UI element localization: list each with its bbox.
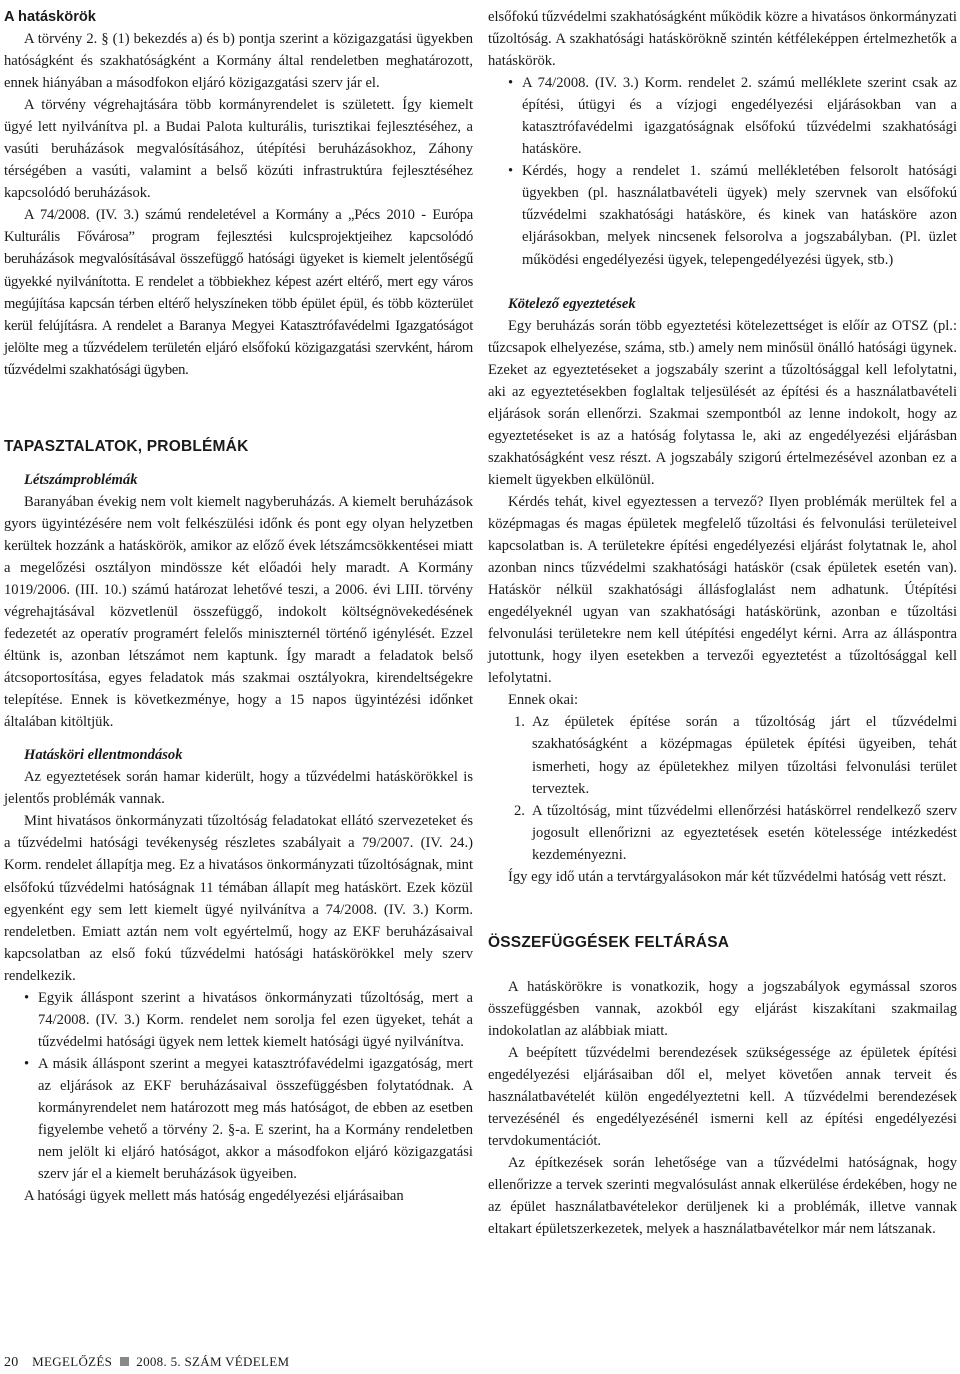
list-item bbox=[488, 800, 957, 866]
right-column bbox=[488, 6, 957, 1240]
paragraph: elsőfokú tűzvédelmi szakhatóságként működik közre a hivatásos önkormányzati tűzoltóság. A szakhatósági hatáskörökně szintén kétféleképpen értelmezhetők a hatáskörök. bbox=[488, 9, 957, 70]
subsection-heading: Kötelező egyeztetések bbox=[508, 295, 636, 312]
section-lead-title: A hatáskörök bbox=[4, 9, 96, 25]
paragraph: Az építkezések során lehetősége van a tűzvédelmi hatóságnak, hogy ellenőrizze a tervek szerinti megvalósulást annak elkerülése érdekében, hogy ne az épület használatbavételekor derüljenek ki a problémák, illetve vannak eltakart épületszerkezetek, melyek a használatbavételkor már nem látszanak. bbox=[488, 1155, 957, 1238]
magazine-title: MEGELŐZÉS bbox=[32, 1354, 113, 1369]
list-item: • Egyik álláspont szerint a hivatásos önkormányzati tűzoltóság, mert a 74/2008. (IV. 3.) Korm. rendelet nem sorolja fel ezen ügyeket, tehát a tűzvédelmi hatósági ügyek nem lettek kiemelt hatósági ügyé nyilvánítva. bbox=[4, 987, 473, 1053]
spacer bbox=[4, 381, 473, 425]
paragraph: A törvény 2. § (1) bekezdés a) és b) pontja szerint a közigazgatási ügyekben hatóságként és szakhatóságként a Kormány által rendeletben meghatározott, ennek hiányában a másodfokon eljáró közigazgatási szerv jár el. bbox=[4, 31, 473, 92]
paragraph: A 74/2008. (IV. 3.) számú rendeletével a Kormány a „Pécs 2010 - Európa Kulturális Fővárosa” program fejlesztési kulcsprojektjeihez kapcsolódó beruházások megvalósításával összefüggő hatósági ügyeket is kiemelt jelentőségű ügyekké nyilvánította. E rendelet a többiekhez képest azért eltérő, mert egy város megújítása kapcsán térben eltérő helyszíneken több épület épül, és több közterület kerül felújításra. A rendelet a Baranya Megyei Katasztrófavédelmi Igazgatóságot jelölte meg a tűzvédelem területén eljáró elsőfokú közigazgatási szervként, három tűzvédelmi szakhatósági ügyben. bbox=[4, 207, 473, 378]
list-item bbox=[488, 711, 957, 799]
section-heading: TAPASZTALATOK, PROBLÉMÁK bbox=[4, 437, 249, 455]
spacer bbox=[4, 458, 473, 469]
list-number: 1. bbox=[514, 714, 525, 731]
paragraph: A hatáskörökre is vonatkozik, hogy a jogszabályok egymással szoros összefüggésben vannak, azokból egy eljárást kiszakítani szakmailag indokolatlan az alábbiak miatt. bbox=[488, 978, 957, 1039]
paragraph: A hatósági ügyek mellett más hatóság engedélyezési eljárásaiban bbox=[24, 1188, 404, 1205]
list-item: • Kérdés, hogy a rendelet 1. számú mellékletében felsorolt hatósági ügyekben (pl. használatbavételi ügyek) mely szervnek van elsőfokú tűzvédelmi szakhatósági hatásköre, és kinek van hatásköre azon eljárásokban, melyek nincsenek felsorolva a jogszabályban. (Pl. üzlet működési engedélyezési ügyek, telepengedélyezési ügyek, stb.) bbox=[488, 160, 957, 270]
bullet-list bbox=[488, 72, 957, 270]
list-text: A tűzoltóság, mint tűzvédelmi ellenőrzési hatáskörrel rendelkező szerv jogosult ellenőrizni az egyeztetések esetén kötelessége intézkedést kezdeményezni. bbox=[532, 802, 957, 863]
subsection-heading: Hatásköri ellentmondások bbox=[24, 747, 183, 764]
spacer bbox=[4, 425, 473, 436]
paragraph: Így egy idő után a tervtárgyalásokon már két tűzvédelmi hatóság vett részt. bbox=[508, 868, 947, 885]
spacer bbox=[4, 733, 473, 744]
paragraph: Mint hivatásos önkormányzati tűzoltóság feladatokat ellátó szervezeteket és a tűzvédelmi hatósági tevékenység részletes szabályait a 79/2007. (IV. 24.) Korm. rendelet állapítja meg. Ez a hivatásos önkormányzati tűzoltóságnak, mint elsőfokú tűzvédelmi hatóságnak 11 témában állapít meg hatáskört. Ezek közül egyenként egy sem lett kiemelt ügyé nyilvánítva a 74/2008. (IV. 3.) Korm. rendeletben. Emiatt aztán nem volt egyértelmű, hogy az EKF beruházásaival kapcsolatban az első fokú tűzvédelmi hatósági hatáskörökkel mely szerv rendelkezik. bbox=[4, 813, 473, 984]
bullet-list bbox=[4, 987, 473, 1185]
paragraph: Baranyában évekig nem volt kiemelt nagyberuházás. A kiemelt beruházások gyors ügyintézésére nem volt felkészülési időnk és pont egy olyan helyzetben kerültek hozzánk a hatáskörök, amikor az előző évek létszámcsökkentései miatt a megelőzési osztályon mindössze két előadói hely maradt. A Kormány 1019/2006. (III. 10.) számú határozat lehetővé teszi, a 2006. évi LIII. törvény végrehajtásával közvetlenül összefüggő, indokolt költségnövekedésének fedezetét az operatív programért felelős miniszternél történő igénylését. Ezzel éltünk is, azonban létszámot nem kaptunk. Így maradt a feladatok belső átcsoportosítása, egyes feladatok más szakmai osztályokra, kirendeltségekre telepítése. Ennek is következménye, hogy a 15 napos ügyintézési időnket általában kitöltjük. bbox=[4, 493, 473, 731]
paragraph: A törvény végrehajtására több kormányrendelet is született. Így kiemelt ügyé lett nyilvánítva pl. a Budai Palota kulturális, turisztikai fejlesztéséhez, a vasúti beruházások megvalósításához, útépítési beruházásokhoz, Záhony térségében a vasúti, valamint a belső közúti infrastruktúra fejlesztéséhez kapcsolódó beruházások. bbox=[4, 97, 473, 202]
spacer bbox=[488, 954, 957, 976]
paragraph: Ennek okai: bbox=[508, 692, 579, 709]
list-text: Az épületek építése során a tűzoltóság járt el tűzvédelmi szakhatóságként a középmagas épületek építési ügyeiben, tehát ismerheti, hogy az épületekhez milyen tűzoltási felvonulási terület terveztek. bbox=[532, 714, 957, 797]
section-heading: ÖSSZEFÜGGÉSEK FELTÁRÁSA bbox=[488, 933, 730, 951]
left-column bbox=[4, 6, 473, 1207]
page-number: 20 bbox=[4, 1355, 19, 1370]
paragraph: Kérdés tehát, kivel egyeztessen a tervező? Ilyen problémák merültek fel a középmagas és magas épületek megfelelő tűzoltási és felvonulási területeivel kapcsolatban is. A területekre építési engedélyezési eljárást folytatnak le, ahol azonban nincs tűzvédelmi szakhatósági hatáskör (csak épületek esetén van). Hatáskör nélkül szakhatósági állásfoglalást nem adhatunk. Útépítési engedélyeknél ugyan van szakhatósági hatáskörünk, azonban e tűzoltási felvonulási területekre nem kell útépítési engedélyt kérni. Arra az álláspontra jutottunk, hogy ilyen esetekben a tervezői egyeztetést a tűzoltósággal kell lefolytatni. bbox=[488, 493, 957, 687]
list-item: • A 74/2008. (IV. 3.) Korm. rendelet 2. számú melléklete szerint csak az építési, útügyi és a vízjogi engedélyezési eljárásokban van a katasztrófavédelmi igazgatóságnak elsőfokú tűzvédelmi szakhatósági hatásköre. bbox=[488, 72, 957, 160]
square-separator-icon bbox=[120, 1357, 129, 1366]
list-number: 2. bbox=[514, 802, 525, 819]
page-footer bbox=[4, 1354, 289, 1371]
issue-info: 2008. 5. SZÁM VÉDELEM bbox=[136, 1354, 290, 1369]
list-item: • A másik álláspont szerint a megyei katasztrófavédelmi igazgatóság, mert az eljárások az EKF beruházásaival összefüggésben folytatódnak. A kormányrendelet nem határozott meg más hatóságot, de ebben az esetben figyelembe vehető a törvény 2. §-a. E szerint, ha a Kormány rendeletben nem jelölt ki eljáró hatóságot, akkor a másodfokon eljáró közigazgatási szerv jár el a kiemelt beruházások ügyeiben. bbox=[4, 1053, 473, 1185]
spacer bbox=[488, 271, 957, 293]
paragraph: A beépített tűzvédelmi berendezések szükségessége az épületek építési engedélyezési eljárásaiban dől el, melyet követően annak terveit és használatbavételét külön engedélyeztetni kell. A tűzvédelmi berendezések tervezésénél és engedélyezésénél ismerni kell az építési engedélyezési tervdokumentációt. bbox=[488, 1044, 957, 1150]
spacer bbox=[488, 888, 957, 932]
paragraph: Egy beruházás során több egyeztetési kötelezettséget is előír az OTSZ (pl.: tűzcsapok elhelyezése, száma, stb.) amely nem minősül önálló hatósági ügynek. Ezeket az egyeztetéseket a jogszabály szerint a tűzoltósággal kell lefolytatni, aki az egyeztetésekben foglaltak teljesülését az építési és a használatbavételi eljárások során ellenőrzi. Szakmai szempontból az lenne indokolt, hogy az egyeztetéseket is az a hatóság folytassa le, aki az engedélyezési eljárásban szakhatóságként vesz részt. A jogszabály szigorú értelmezésével azonban ez a kiemelt ügyekben elkülönül. bbox=[488, 317, 957, 488]
subsection-heading: Létszámproblémák bbox=[24, 471, 138, 488]
paragraph: Az egyeztetések során hamar kiderült, hogy a tűzvédelmi hatáskörökkel is jelentős problémák vannak. bbox=[4, 769, 473, 808]
numbered-list bbox=[488, 711, 957, 865]
